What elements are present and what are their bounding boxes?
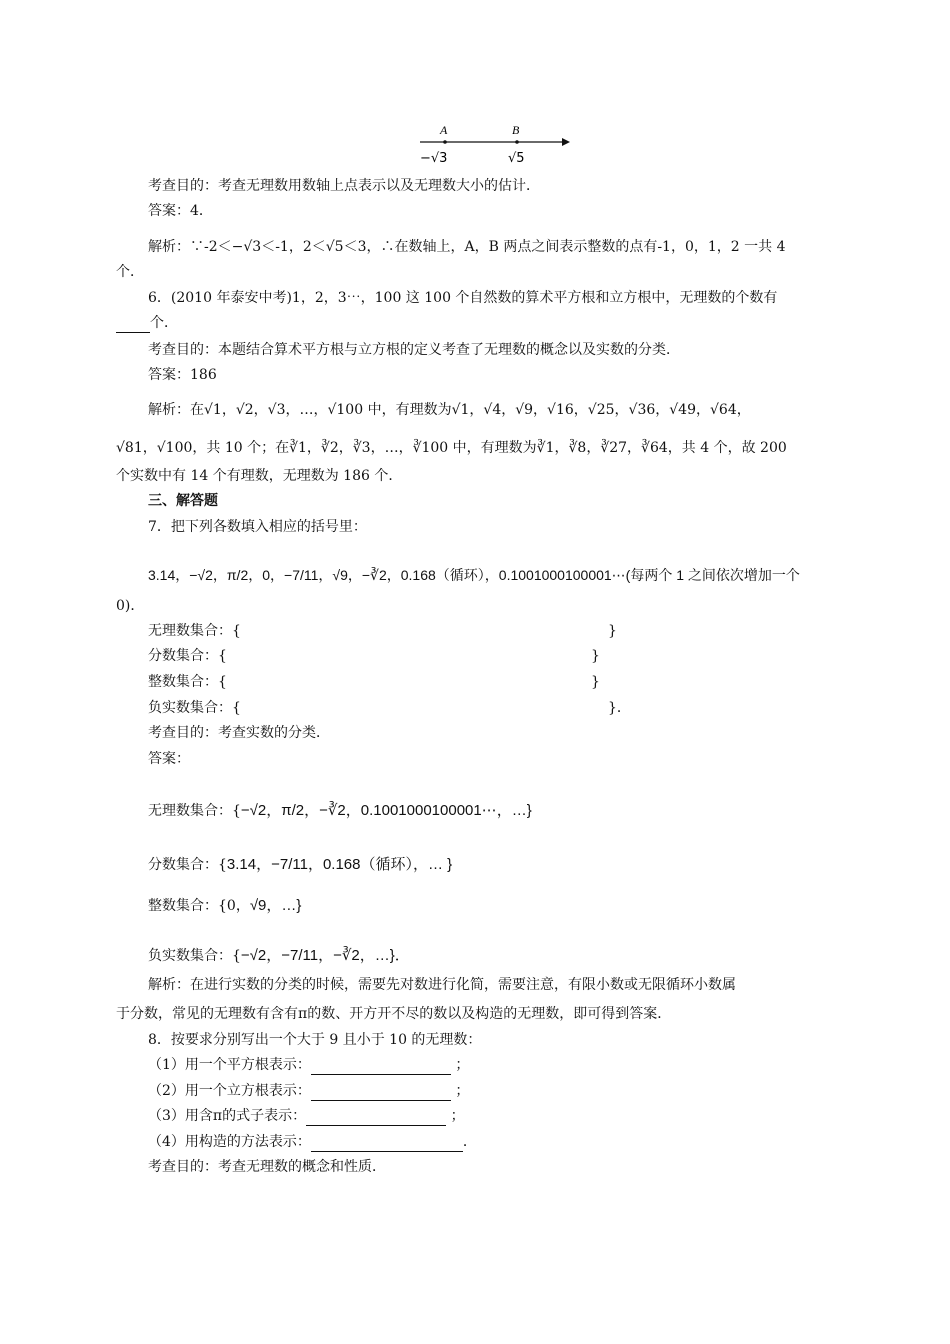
q7-ans-negative-values: −√2，−7/11，−∛2，…}．: [240, 947, 410, 964]
point-a-marker: [443, 140, 447, 144]
q7-ans-fraction: [148, 855, 452, 875]
number-line-figure: [412, 118, 572, 170]
q6-answer: 答案：186: [148, 367, 217, 383]
point-b-marker: [515, 140, 519, 144]
q6-answer-blank[interactable]: [116, 318, 150, 333]
q8-item1-label: （1）用一个平方根表示：: [148, 1057, 311, 1073]
q5-answer: 答案：4．: [148, 203, 213, 219]
q8-item2-blank[interactable]: [311, 1086, 451, 1101]
section-title: 三、解答题: [148, 493, 218, 509]
q8-item3-semi: ；: [450, 1108, 465, 1124]
q8-item4-label: （4）用构造的方法表示：: [148, 1134, 311, 1150]
q7-set-fraction-close: }: [591, 648, 600, 664]
q7-purpose: 考查目的：考查实数的分类．: [148, 725, 330, 741]
q7-ans-integer-label: 整数集合：{0，: [148, 898, 250, 914]
q7-ans-fraction-values: 3.14，−7/11，0.168（循环），… }: [226, 856, 453, 873]
q7-set-negative: 负实数集合：{: [148, 700, 241, 716]
q8-item2-semi: ；: [455, 1083, 470, 1099]
q7-ans-fraction-label: 分数集合：{: [148, 857, 227, 873]
q7-ans-irrational-values: −√2，π/2，−∛2，0.1001000100001⋯，…}: [240, 802, 532, 819]
q8-stem: 8．按要求分别写出一个大于 9 且小于 10 的无理数：: [148, 1032, 482, 1048]
q8-purpose: 考查目的：考查无理数的概念和性质．: [148, 1159, 386, 1175]
point-b-label: B: [512, 123, 520, 137]
q7-ans-irrational-label: 无理数集合：{: [148, 803, 241, 819]
q6-analysis-line3: 个实数中有 14 个有理数，无理数为 186 个．: [116, 468, 403, 484]
q7-ans-integer: [148, 896, 301, 916]
q8-item4-blank[interactable]: [311, 1137, 463, 1152]
q7-set-integer: 整数集合：{: [148, 674, 227, 690]
q7-answer-label: 答案：: [148, 751, 190, 767]
q7-stem: 7．把下列各数填入相应的括号里：: [148, 519, 367, 535]
q6-analysis-line2: √81，√100，共 10 个；在∛1，∛2，∛3，…，∛100 中，有理数为∛1，∛8，∛27，∛64，共 4 个，故 200: [116, 440, 787, 456]
point-b-value: √5: [508, 151, 525, 166]
q7-ans-negative: [148, 946, 410, 966]
q8-item1: [148, 1055, 469, 1075]
q8-item4: [148, 1132, 477, 1152]
q5-analysis-line2: 个．: [116, 264, 144, 280]
q8-item3: [148, 1106, 465, 1126]
point-a-value: −√3: [420, 151, 448, 166]
q7-ans-negative-label: 负实数集合：{: [148, 948, 241, 964]
q7-set-fraction: 分数集合：{: [148, 648, 227, 664]
q7-ans-integer-values: √9，…}: [249, 897, 302, 914]
q5-analysis-line1: 解析：∵-2＜−√3＜-1，2＜√5＜3，∴在数轴上，A，B 两点之间表示整数的点有-1，0，1，2 一共 4: [148, 239, 786, 255]
q8-item3-blank[interactable]: [306, 1111, 446, 1126]
q7-numbers-tail: 0)．: [116, 598, 145, 614]
q5-purpose: 考查目的：考查无理数用数轴上点表示以及无理数大小的估计．: [148, 178, 540, 194]
point-a-label: A: [440, 123, 448, 137]
number-line-arrow-icon: [562, 138, 570, 146]
q8-item1-blank[interactable]: [311, 1060, 451, 1075]
q6-stem-line1: 6．(2010 年泰安中考)1，2，3⋯，100 这 100 个自然数的算术平方根和立方根中，无理数的个数有: [148, 290, 778, 306]
q7-set-irrational-close: }: [608, 623, 617, 639]
q8-item4-period: ．: [462, 1134, 477, 1150]
q7-set-integer-close: }: [591, 674, 600, 690]
q8-item3-label: （3）用含π的式子表示：: [148, 1108, 307, 1124]
q7-set-negative-close: }．: [608, 700, 631, 716]
q7-set-irrational: 无理数集合：{: [148, 623, 241, 639]
q6-analysis-line1: 解析：在√1，√2，√3，…，√100 中，有理数为√1，√4，√9，√16，√25，√36，√49，√64，: [148, 402, 751, 418]
q6-stem-line2-text: 个．: [150, 315, 178, 331]
q8-item2-label: （2）用一个立方根表示：: [148, 1083, 311, 1099]
q8-item2: [148, 1081, 469, 1101]
q7-numbers-line: 3.14，−√2，π/2，0，−7/11，√9，−∛2，0.168（循环），0.1001000100001⋯(每两个 1 之间依次增加一个: [148, 567, 800, 583]
q7-analysis-line1: 解析：在进行实数的分类的时候，需要先对数进行化简，需要注意，有限小数或无限循环小数属: [148, 977, 736, 993]
q6-stem-line2: [116, 313, 178, 333]
q7-analysis-line2: 于分数，常见的无理数有含有π的数、开方开不尽的数以及构造的无理数，即可得到答案．: [116, 1006, 672, 1022]
q6-purpose: 考查目的：本题结合算术平方根与立方根的定义考查了无理数的概念以及实数的分类．: [148, 342, 680, 358]
q7-ans-irrational: [148, 801, 532, 821]
q8-item1-semi: ；: [455, 1057, 470, 1073]
